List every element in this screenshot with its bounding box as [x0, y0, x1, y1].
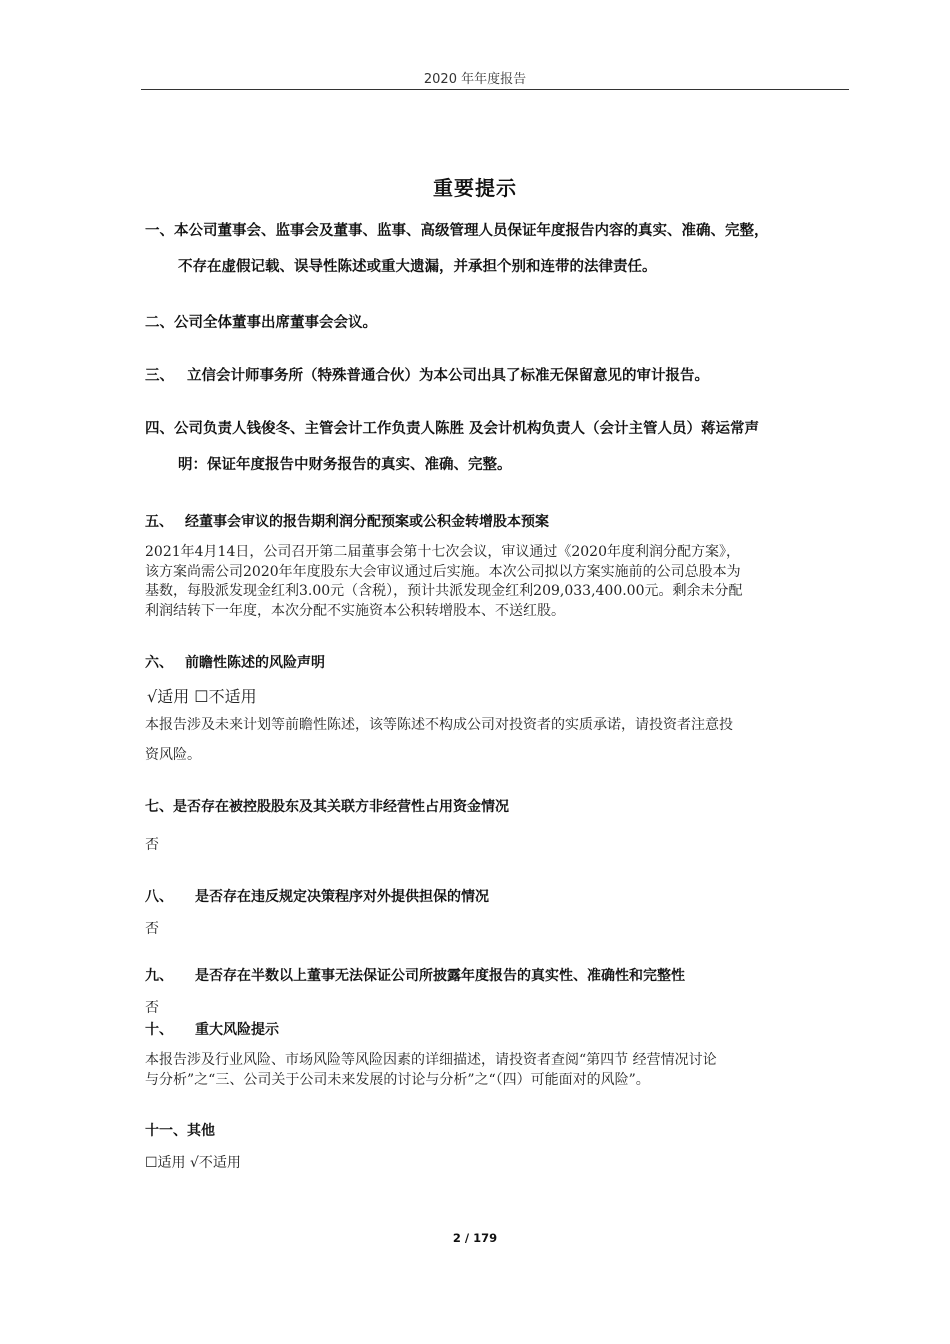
heading-text: 其他 — [187, 1123, 215, 1139]
body-line: 资风险。 — [145, 747, 201, 763]
notice-item-4 — [145, 411, 850, 483]
section-body-6 — [145, 710, 850, 770]
item-number: 十一、 — [145, 1123, 187, 1139]
answer-7: 否 — [145, 837, 159, 853]
item-number: 九、 — [145, 968, 173, 984]
section-heading-5 — [145, 511, 850, 531]
body-line: 2021年4月14日，公司召开第二届董事会第十七次会议，审议通过《2020年度利润分配方案》， — [145, 544, 740, 560]
heading-text: 重大风险提示 — [195, 1022, 279, 1038]
item-number: 四、 — [145, 421, 174, 437]
body-line: 该方案尚需公司2020年年度股东大会审议通过后实施。本次公司拟以方案实施前的公司总股本为 — [145, 563, 741, 580]
answer-9: 否 — [145, 1000, 159, 1016]
heading-text: 是否存在半数以上董事无法保证公司所披露年度报告的真实性、准确性和完整性 — [195, 968, 685, 984]
body-line: 本报告涉及行业风险、市场风险等风险因素的详细描述，请投资者查阅“第四节 经营情况讨论 — [145, 1052, 717, 1068]
item-number: 七、 — [145, 799, 173, 815]
section-heading-7 — [145, 796, 850, 816]
body-line: 与分析”之“三、公司关于公司未来发展的讨论与分析”之“（四）可能面对的风险”。 — [145, 1071, 650, 1088]
body-line: 本报告涉及未来计划等前瞻性陈述，该等陈述不构成公司对投资者的实质承诺，请投资者注意投 — [145, 717, 733, 733]
section-heading-9 — [145, 965, 850, 985]
heading-text: 是否存在被控股股东及其关联方非经营性占用资金情况 — [173, 799, 509, 815]
section-body-5 — [145, 543, 850, 621]
heading-text: 经董事会审议的报告期利润分配预案或公积金转增股本预案 — [185, 514, 549, 530]
document-title: 重要提示 — [433, 176, 517, 200]
applicability-checkbox-6: √适用 ☐不适用 — [147, 687, 257, 706]
notice-item-1 — [145, 213, 850, 285]
item-text: 立信会计师事务所（特殊普通合伙）为本公司出具了标准无保留意见的审计报告。 — [187, 368, 709, 384]
item-number: 二、 — [145, 315, 174, 331]
item-text: 公司负责人钱俊冬、主管会计工作负责人陈胜 及会计机构负责人（会计主管人员）蒋运常声 — [174, 421, 760, 437]
item-number: 六、 — [145, 655, 173, 671]
item-text-cont: 不存在虚假记载、误导性陈述或重大遗漏，并承担个别和连带的法律责任。 — [178, 259, 657, 275]
heading-text: 前瞻性陈述的风险声明 — [185, 655, 325, 671]
item-text: 本公司董事会、监事会及董事、监事、高级管理人员保证年度报告内容的真实、准确、完整， — [174, 223, 769, 239]
page-number: 2 / 179 — [452, 1231, 498, 1245]
section-heading-11 — [145, 1120, 850, 1140]
item-number: 三、 — [145, 368, 174, 384]
item-text: 公司全体董事出席董事会会议。 — [174, 315, 377, 331]
applicability-checkbox-11: ☐适用 √不适用 — [145, 1155, 241, 1171]
item-number: 一、 — [145, 223, 174, 239]
section-heading-10 — [145, 1019, 850, 1039]
notice-item-2 — [145, 305, 850, 341]
answer-8: 否 — [145, 921, 159, 937]
item-number: 八、 — [145, 889, 173, 905]
page-header: 2020 年年度报告 — [423, 72, 527, 87]
body-line: 利润结转下一年度，本次分配不实施资本公积转增股本、不送红股。 — [145, 602, 565, 619]
heading-text: 是否存在违反规定决策程序对外提供担保的情况 — [195, 889, 489, 905]
item-number: 十、 — [145, 1022, 173, 1038]
header-divider — [141, 89, 849, 90]
section-heading-6 — [145, 652, 850, 672]
item-text-cont: 明：保证年度报告中财务报告的真实、准确、完整。 — [178, 457, 512, 473]
body-line: 基数，每股派发现金红利3.00元（含税），预计共派发现金红利209,033,400.00元。剩余未分配 — [145, 583, 743, 599]
section-heading-8 — [145, 886, 850, 906]
section-body-10 — [145, 1051, 850, 1090]
notice-item-3 — [145, 358, 850, 394]
item-number: 五、 — [145, 514, 173, 530]
